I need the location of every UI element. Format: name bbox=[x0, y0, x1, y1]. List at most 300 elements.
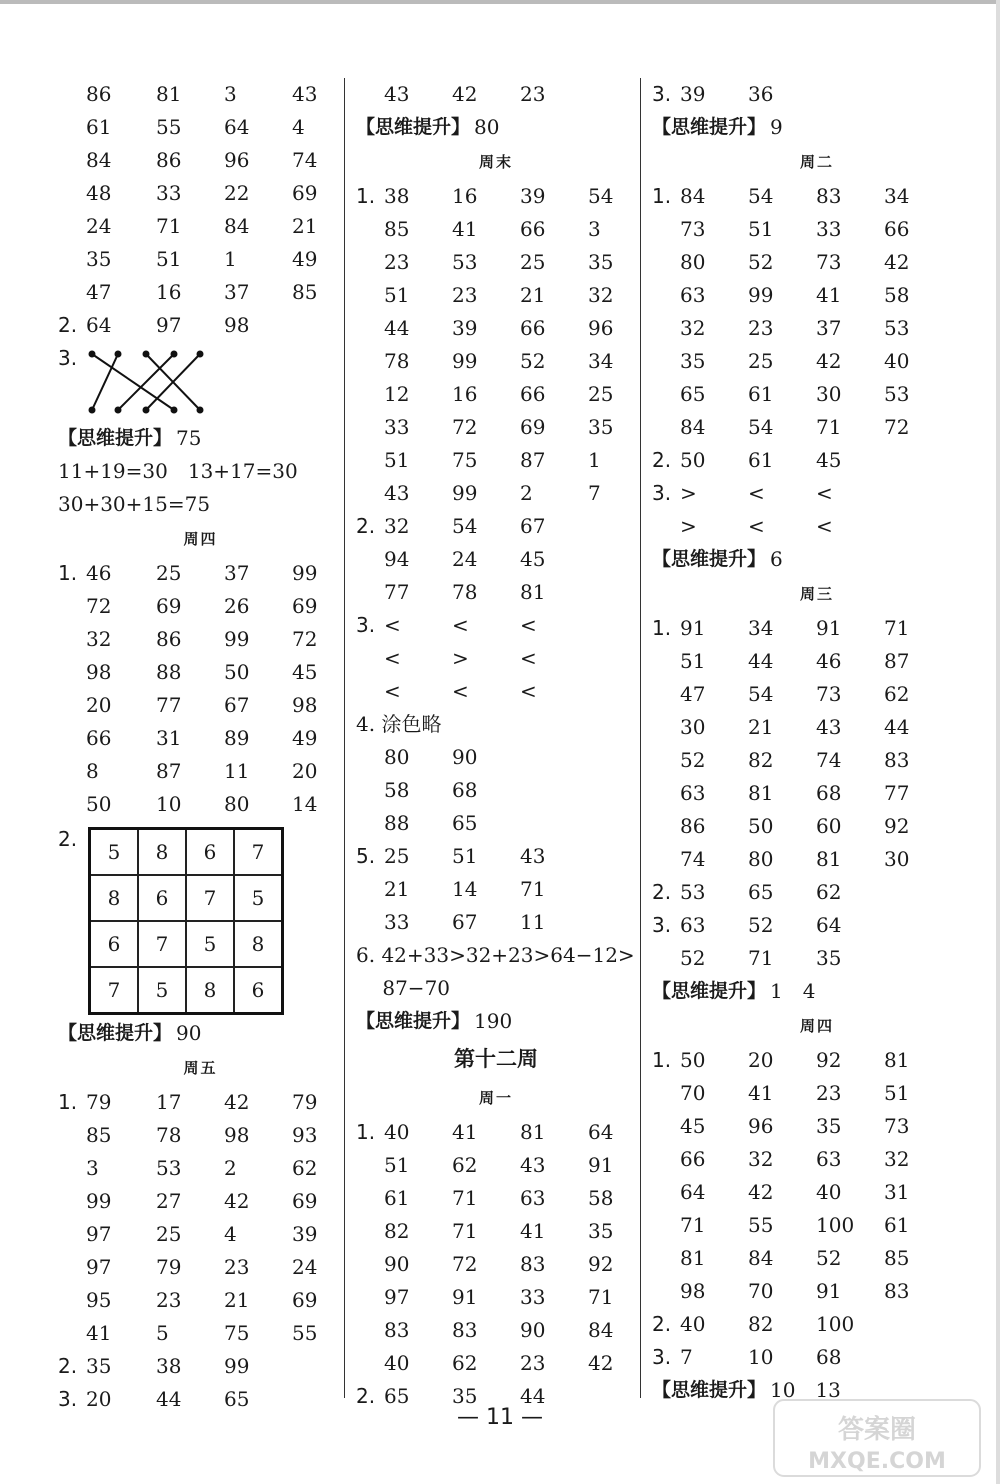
matching-dot bbox=[89, 351, 96, 358]
answer-row bbox=[652, 78, 982, 111]
thinking-upgrade-answer: 90 bbox=[176, 1021, 202, 1045]
answer-value: 82 bbox=[748, 748, 774, 772]
answer-text-content: 30+30+15=75 bbox=[58, 492, 211, 516]
answer-value: 66 bbox=[884, 217, 910, 241]
answer-value: 63 bbox=[816, 1147, 842, 1171]
answer-value: 72 bbox=[292, 627, 318, 651]
column-divider-2 bbox=[640, 78, 641, 1398]
answer-value: 99 bbox=[292, 561, 318, 585]
answer-row bbox=[356, 78, 636, 111]
question-number: 2. bbox=[652, 1312, 672, 1336]
answer-row bbox=[652, 1308, 982, 1341]
answer-value: 35 bbox=[588, 415, 614, 439]
answer-value: 81 bbox=[520, 580, 546, 604]
answer-value: 45 bbox=[292, 660, 318, 684]
answer-value: 64 bbox=[588, 1120, 614, 1144]
answer-value: 54 bbox=[748, 682, 774, 706]
day-heading: 周一 bbox=[478, 1089, 513, 1107]
answer-value: 98 bbox=[86, 660, 112, 684]
answer-value: 79 bbox=[86, 1090, 112, 1114]
question-number: 1. bbox=[652, 184, 672, 208]
answer-value: 100 bbox=[816, 1213, 855, 1237]
answer-value: 91 bbox=[588, 1153, 614, 1177]
answer-value: 32 bbox=[384, 514, 410, 538]
answer-value: 65 bbox=[384, 1384, 410, 1408]
answer-value: 54 bbox=[588, 184, 614, 208]
answer-value: 26 bbox=[224, 594, 250, 618]
answer-value: 35 bbox=[452, 1384, 478, 1408]
answer-text bbox=[356, 972, 636, 1005]
answer-value: 91 bbox=[680, 616, 706, 640]
answer-value: 63 bbox=[680, 283, 706, 307]
answer-value: 54 bbox=[748, 184, 774, 208]
answer-value: 50 bbox=[224, 660, 250, 684]
answer-value: 40 bbox=[816, 1180, 842, 1204]
answer-value: 42 bbox=[588, 1351, 614, 1375]
answer-row bbox=[652, 180, 982, 213]
answer-value: 66 bbox=[86, 726, 112, 750]
answer-row bbox=[356, 1248, 636, 1281]
question-number: 1. bbox=[58, 1090, 78, 1114]
answer-value: 67 bbox=[224, 693, 250, 717]
day-heading: 周五 bbox=[183, 1059, 218, 1077]
answer-value: 98 bbox=[224, 313, 250, 337]
answer-value: 21 bbox=[292, 214, 318, 238]
answer-value: 71 bbox=[816, 415, 842, 439]
answer-value: 84 bbox=[748, 1246, 774, 1270]
answer-value: 48 bbox=[86, 181, 112, 205]
svg-text:MXQE.COM: MXQE.COM bbox=[808, 1449, 946, 1474]
answer-value: 78 bbox=[452, 580, 478, 604]
question-number: 2. bbox=[356, 514, 376, 538]
answer-value: 81 bbox=[884, 1048, 910, 1072]
answer-value: 47 bbox=[680, 682, 706, 706]
answer-row bbox=[356, 510, 636, 543]
answer-value: 51 bbox=[884, 1081, 910, 1105]
answer-value: 81 bbox=[748, 781, 774, 805]
answer-value: 62 bbox=[452, 1351, 478, 1375]
answer-row bbox=[652, 876, 982, 909]
answer-value: 33 bbox=[384, 910, 410, 934]
answer-value: 42 bbox=[224, 1189, 250, 1213]
answer-value: 89 bbox=[224, 726, 250, 750]
answer-value: < bbox=[748, 514, 765, 538]
question-number: 1. bbox=[652, 1048, 672, 1072]
thinking-upgrade-answer: 75 bbox=[176, 426, 202, 450]
answer-value: 20 bbox=[86, 1387, 112, 1411]
question-number: 2. bbox=[652, 448, 672, 472]
answer-value: 49 bbox=[292, 247, 318, 271]
answer-row bbox=[58, 689, 343, 722]
answer-value: 64 bbox=[86, 313, 112, 337]
answer-value: 3 bbox=[224, 82, 237, 106]
answer-row bbox=[356, 1347, 636, 1380]
answer-value: 96 bbox=[748, 1114, 774, 1138]
thinking-upgrade-label: 【思维提升】 bbox=[652, 548, 767, 570]
answer-value: 25 bbox=[748, 349, 774, 373]
answer-value: 99 bbox=[86, 1189, 112, 1213]
answer-value: 50 bbox=[680, 448, 706, 472]
answer-value: 75 bbox=[224, 1321, 250, 1345]
answer-value: 84 bbox=[224, 214, 250, 238]
answer-row bbox=[58, 1086, 343, 1119]
answer-value: 42 bbox=[884, 250, 910, 274]
answer-value: 12 bbox=[384, 382, 410, 406]
answer-row bbox=[356, 873, 636, 906]
answer-value: 51 bbox=[680, 649, 706, 673]
answer-value: 25 bbox=[156, 1222, 182, 1246]
answer-value: 16 bbox=[452, 184, 478, 208]
answer-value: 96 bbox=[224, 148, 250, 172]
grid-cell: 6 bbox=[138, 875, 186, 921]
answer-column-3 bbox=[652, 78, 982, 1407]
answer-value: 64 bbox=[816, 913, 842, 937]
answer-value: > bbox=[680, 514, 697, 538]
grid-cell: 8 bbox=[186, 967, 234, 1014]
grid-cell: 5 bbox=[138, 967, 186, 1014]
answer-value: 91 bbox=[816, 1279, 842, 1303]
answer-row bbox=[356, 1116, 636, 1149]
answer-value: < bbox=[816, 481, 833, 505]
answer-row bbox=[58, 590, 343, 623]
answer-value: 72 bbox=[452, 1252, 478, 1276]
answer-value: 51 bbox=[384, 1153, 410, 1177]
grid-row bbox=[90, 921, 283, 967]
answer-value: 52 bbox=[520, 349, 546, 373]
answer-value: 78 bbox=[384, 349, 410, 373]
answer-value: 41 bbox=[748, 1081, 774, 1105]
answer-row bbox=[652, 1143, 982, 1176]
answer-value: 37 bbox=[816, 316, 842, 340]
answer-value: 85 bbox=[292, 280, 318, 304]
answer-value: 97 bbox=[156, 313, 182, 337]
answer-value: 100 bbox=[816, 1312, 855, 1336]
answer-row bbox=[356, 642, 636, 675]
answer-row bbox=[652, 645, 982, 678]
answer-text bbox=[356, 708, 636, 741]
answer-value: 17 bbox=[156, 1090, 182, 1114]
answer-value: 86 bbox=[86, 82, 112, 106]
answer-value: 25 bbox=[384, 844, 410, 868]
answer-value: 44 bbox=[884, 715, 910, 739]
question-number: 3. bbox=[356, 613, 376, 637]
answer-value: 98 bbox=[224, 1123, 250, 1147]
matching-dot bbox=[115, 351, 122, 358]
answer-value: 66 bbox=[680, 1147, 706, 1171]
matching-dot bbox=[171, 407, 178, 414]
answer-value: 99 bbox=[224, 627, 250, 651]
question-number: 3. bbox=[58, 346, 78, 370]
answer-value: 43 bbox=[292, 82, 318, 106]
answer-value: 55 bbox=[292, 1321, 318, 1345]
answer-row bbox=[652, 246, 982, 279]
answer-value: 34 bbox=[884, 184, 910, 208]
answer-row bbox=[356, 675, 636, 708]
thinking-upgrade bbox=[356, 111, 636, 144]
answer-value: 21 bbox=[748, 715, 774, 739]
answer-row bbox=[356, 312, 636, 345]
answer-row bbox=[58, 755, 343, 788]
grid-cell: 5 bbox=[90, 829, 139, 876]
answer-value: 58 bbox=[588, 1186, 614, 1210]
matching-dot bbox=[197, 407, 204, 414]
thinking-upgrade-label: 【思维提升】 bbox=[356, 116, 471, 138]
matching-dot bbox=[89, 407, 96, 414]
answer-value: 88 bbox=[384, 811, 410, 835]
answer-value: 52 bbox=[748, 250, 774, 274]
answer-value: 88 bbox=[156, 660, 182, 684]
thinking-upgrade bbox=[652, 543, 982, 576]
question-number: 2. bbox=[58, 827, 78, 851]
answer-value: 70 bbox=[680, 1081, 706, 1105]
thinking-upgrade-label: 【思维提升】 bbox=[652, 116, 767, 138]
answer-value: 62 bbox=[816, 880, 842, 904]
answer-value: 40 bbox=[384, 1120, 410, 1144]
answer-value: 64 bbox=[680, 1180, 706, 1204]
answer-row bbox=[652, 711, 982, 744]
question-number: 3. bbox=[652, 481, 672, 505]
answer-row bbox=[356, 378, 636, 411]
answer-value: 33 bbox=[520, 1285, 546, 1309]
answer-value: 61 bbox=[748, 382, 774, 406]
thinking-upgrade-answer: 10 13 bbox=[770, 1378, 841, 1402]
answer-value: 90 bbox=[452, 745, 478, 769]
answer-value: 66 bbox=[520, 217, 546, 241]
answer-row bbox=[356, 543, 636, 576]
answer-value: 32 bbox=[884, 1147, 910, 1171]
thinking-upgrade bbox=[652, 111, 982, 144]
answer-value: 37 bbox=[224, 561, 250, 585]
answer-value: 87 bbox=[520, 448, 546, 472]
answer-value: 52 bbox=[816, 1246, 842, 1270]
grid-cell: 5 bbox=[234, 875, 283, 921]
answer-row bbox=[356, 1182, 636, 1215]
page-number: — 11 — bbox=[457, 1405, 543, 1430]
answer-row bbox=[58, 722, 343, 755]
answer-value: 63 bbox=[680, 781, 706, 805]
answer-value: 96 bbox=[588, 316, 614, 340]
answer-value: 71 bbox=[520, 877, 546, 901]
answer-row bbox=[58, 557, 343, 590]
answer-value: 73 bbox=[816, 682, 842, 706]
answer-row bbox=[652, 411, 982, 444]
answer-value: 64 bbox=[224, 115, 250, 139]
answer-value: 61 bbox=[86, 115, 112, 139]
answer-value: 99 bbox=[224, 1354, 250, 1378]
answer-value: 31 bbox=[884, 1180, 910, 1204]
answer-value: 94 bbox=[384, 547, 410, 571]
answer-value: 69 bbox=[520, 415, 546, 439]
right-edge bbox=[996, 0, 1000, 1484]
answer-value: 51 bbox=[748, 217, 774, 241]
answer-value: 85 bbox=[884, 1246, 910, 1270]
answer-value: 49 bbox=[292, 726, 318, 750]
answer-value: 61 bbox=[384, 1186, 410, 1210]
answer-value: 45 bbox=[680, 1114, 706, 1138]
week-heading: 第十二周 bbox=[454, 1047, 538, 1071]
answer-value: 77 bbox=[156, 693, 182, 717]
answer-value: 63 bbox=[520, 1186, 546, 1210]
answer-value: 73 bbox=[884, 1114, 910, 1138]
answer-value: 58 bbox=[884, 283, 910, 307]
answer-value: 85 bbox=[384, 217, 410, 241]
answer-value: 84 bbox=[680, 184, 706, 208]
question-number: 2. bbox=[356, 1384, 376, 1408]
answer-column-1 bbox=[58, 78, 343, 1416]
answer-value: 52 bbox=[748, 913, 774, 937]
thinking-upgrade-answer: 6 bbox=[770, 547, 783, 571]
answer-row bbox=[58, 1218, 343, 1251]
answer-row bbox=[356, 840, 636, 873]
answer-value: 81 bbox=[680, 1246, 706, 1270]
answer-value: 45 bbox=[816, 448, 842, 472]
answer-value: 41 bbox=[86, 1321, 112, 1345]
answer-value: > bbox=[452, 646, 469, 670]
answer-value: 44 bbox=[156, 1387, 182, 1411]
answer-value: 23 bbox=[156, 1288, 182, 1312]
answer-value: 87 bbox=[884, 649, 910, 673]
answer-row bbox=[652, 213, 982, 246]
answer-row bbox=[356, 411, 636, 444]
answer-value: 71 bbox=[156, 214, 182, 238]
answer-value: 74 bbox=[680, 847, 706, 871]
answer-value: 35 bbox=[588, 250, 614, 274]
thinking-upgrade-label: 【思维提升】 bbox=[356, 1010, 471, 1032]
day-heading: 周四 bbox=[183, 530, 218, 548]
answer-value: 43 bbox=[520, 844, 546, 868]
answer-row bbox=[356, 1215, 636, 1248]
grid-row bbox=[90, 875, 283, 921]
answer-row bbox=[356, 1149, 636, 1182]
answer-value: 99 bbox=[748, 283, 774, 307]
question-number: 1. bbox=[356, 1120, 376, 1144]
answer-value: 23 bbox=[452, 283, 478, 307]
answer-value: 33 bbox=[816, 217, 842, 241]
answer-row bbox=[356, 279, 636, 312]
answer-value: 21 bbox=[520, 283, 546, 307]
answer-row bbox=[356, 807, 636, 840]
answer-value: 21 bbox=[384, 877, 410, 901]
answer-value: 44 bbox=[384, 316, 410, 340]
answer-value: 71 bbox=[748, 946, 774, 970]
answer-value: 33 bbox=[384, 415, 410, 439]
answer-value: 90 bbox=[384, 1252, 410, 1276]
answer-value: 54 bbox=[452, 514, 478, 538]
answer-row bbox=[356, 741, 636, 774]
answer-row bbox=[356, 477, 636, 510]
magic-square-grid bbox=[88, 827, 284, 1015]
answer-row bbox=[58, 1119, 343, 1152]
answer-text bbox=[356, 939, 636, 972]
answer-value: 86 bbox=[156, 627, 182, 651]
answer-value: 7 bbox=[588, 481, 601, 505]
answer-value: 93 bbox=[292, 1123, 318, 1147]
answer-value: 97 bbox=[86, 1222, 112, 1246]
answer-value: 52 bbox=[680, 946, 706, 970]
answer-value: 51 bbox=[156, 247, 182, 271]
answer-value: 72 bbox=[86, 594, 112, 618]
thinking-upgrade-label: 【思维提升】 bbox=[58, 1022, 173, 1044]
answer-value: 1 bbox=[588, 448, 601, 472]
answer-value: 40 bbox=[884, 349, 910, 373]
answer-value: 82 bbox=[748, 1312, 774, 1336]
answer-value: 80 bbox=[680, 250, 706, 274]
answer-value: 11 bbox=[520, 910, 546, 934]
answer-row bbox=[356, 180, 636, 213]
answer-value: 23 bbox=[520, 1351, 546, 1375]
answer-value: 20 bbox=[86, 693, 112, 717]
answer-value: 30 bbox=[884, 847, 910, 871]
thinking-upgrade-answer: 1 4 bbox=[770, 979, 816, 1003]
answer-value: 31 bbox=[156, 726, 182, 750]
answer-row bbox=[356, 213, 636, 246]
thinking-upgrade bbox=[58, 422, 343, 455]
answer-value: 91 bbox=[816, 616, 842, 640]
answer-value: 1 bbox=[224, 247, 237, 271]
answer-text bbox=[58, 455, 343, 488]
grid-cell: 8 bbox=[90, 875, 139, 921]
grid-row bbox=[90, 967, 283, 1014]
answer-value: 35 bbox=[86, 247, 112, 271]
answer-value: 7 bbox=[680, 1345, 693, 1369]
answer-value: 80 bbox=[384, 745, 410, 769]
answer-value: 77 bbox=[384, 580, 410, 604]
question-number: 3. bbox=[652, 82, 672, 106]
answer-value: 53 bbox=[680, 880, 706, 904]
answer-value: 92 bbox=[816, 1048, 842, 1072]
answer-value: 35 bbox=[588, 1219, 614, 1243]
answer-value: 84 bbox=[86, 148, 112, 172]
answer-value: 69 bbox=[292, 1288, 318, 1312]
question-number: 5. bbox=[356, 844, 376, 868]
answer-value: 41 bbox=[452, 1120, 478, 1144]
answer-row bbox=[58, 788, 343, 821]
answer-row bbox=[652, 942, 982, 975]
answer-row bbox=[652, 510, 982, 543]
answer-row bbox=[356, 444, 636, 477]
answer-value: 23 bbox=[384, 250, 410, 274]
answer-text-content: 11+19=30 13+17=30 bbox=[58, 459, 298, 483]
answer-value: 39 bbox=[452, 316, 478, 340]
answer-value: 78 bbox=[156, 1123, 182, 1147]
answer-value: 50 bbox=[748, 814, 774, 838]
answer-value: 16 bbox=[452, 382, 478, 406]
answer-value: 79 bbox=[292, 1090, 318, 1114]
answer-value: 66 bbox=[520, 382, 546, 406]
answer-value: 42 bbox=[452, 82, 478, 106]
answer-value: 62 bbox=[884, 682, 910, 706]
answer-value: 30 bbox=[680, 715, 706, 739]
answer-row bbox=[652, 678, 982, 711]
answer-value: 37 bbox=[224, 280, 250, 304]
answer-row bbox=[652, 777, 982, 810]
matching-dot bbox=[143, 407, 150, 414]
answer-value: 55 bbox=[748, 1213, 774, 1237]
answer-value: 81 bbox=[156, 82, 182, 106]
grid-cell: 7 bbox=[90, 967, 139, 1014]
answer-value: 36 bbox=[748, 82, 774, 106]
grid-row bbox=[90, 829, 283, 876]
answer-value: 69 bbox=[292, 594, 318, 618]
answer-value: 54 bbox=[748, 415, 774, 439]
answer-value: < bbox=[816, 514, 833, 538]
answer-value: 51 bbox=[384, 283, 410, 307]
answer-value: 42 bbox=[224, 1090, 250, 1114]
answer-value: 25 bbox=[156, 561, 182, 585]
answer-value: 35 bbox=[680, 349, 706, 373]
thinking-upgrade-label: 【思维提升】 bbox=[58, 427, 173, 449]
answer-value: 38 bbox=[156, 1354, 182, 1378]
